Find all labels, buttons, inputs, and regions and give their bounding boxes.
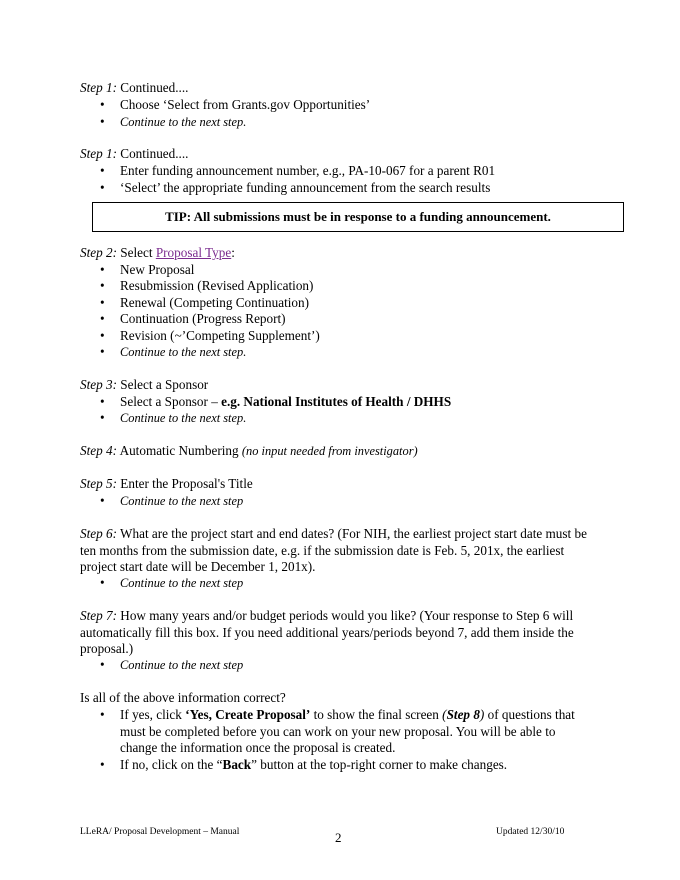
step-text: Select — [117, 245, 156, 260]
step-text-punct: : — [231, 245, 235, 260]
step-label: Step 1: — [80, 80, 117, 95]
tip-text: TIP: All submissions must be in response to a funding announcement. — [165, 209, 551, 224]
bullet: • — [100, 295, 105, 310]
step-label: Step 7: — [80, 608, 117, 623]
footer-left: LLeRA/ Proposal Development – Manual — [80, 827, 240, 837]
bullet-text: Continue to the next step. — [120, 411, 247, 425]
bullet-text: Revision (~’Competing Supplement’) — [120, 328, 320, 343]
step-label: Step 6: — [80, 526, 117, 541]
bullet: • — [100, 114, 105, 129]
bullet-text: Continue to the next step. — [120, 115, 247, 129]
step-label: Step 1: — [80, 146, 117, 161]
bullet: • — [100, 575, 105, 590]
step1-continued-heading — [80, 80, 188, 96]
bullet: • — [100, 278, 105, 293]
text-part: ) — [479, 707, 485, 722]
step-label: Step 3: — [80, 377, 117, 392]
step-label: Step 5: — [80, 476, 117, 491]
bullet: • — [100, 410, 105, 425]
text-part: ” button at the top-right corner to make changes. — [251, 757, 508, 772]
step-text: Automatic Numbering — [117, 443, 242, 458]
bullet-text: Choose ‘Select from Grants.gov Opportunities’ — [120, 97, 371, 112]
step7-paragraph — [80, 608, 600, 658]
bullet-text: Resubmission (Revised Application) — [120, 278, 314, 293]
text-part: to show the final screen — [310, 707, 443, 722]
step8-label: Step 8 — [446, 707, 480, 722]
footer-right: Updated 12/30/10 — [496, 827, 565, 837]
bullet: • — [100, 180, 105, 195]
bullet: • — [100, 344, 105, 359]
bullet-text: ‘Select’ the appropriate funding announcement from the search results — [120, 180, 491, 195]
bullet: • — [100, 394, 105, 409]
proposal-type-link[interactable]: Proposal Type — [155, 245, 232, 260]
step4-heading — [80, 443, 418, 459]
step-text: Enter the Proposal's Title — [117, 476, 253, 491]
bullet: • — [100, 328, 105, 343]
step-text: What are the project start and end dates? (For NIH, the earliest project start date must be ten months from the submission date, e.g. if the submission date is Feb. 5, 201x, the earliest project start date will be December 1, 201x). — [80, 526, 587, 574]
bullet-text-part: Select a Sponsor – — [120, 394, 222, 409]
text-part: If yes, click — [120, 707, 186, 722]
bullet: • — [100, 163, 105, 178]
sponsor-example: e.g. National Institutes of Health / DHHS — [221, 394, 452, 409]
step-label: Step 2: — [80, 245, 117, 260]
page-number: 2 — [335, 830, 342, 845]
bullet: • — [100, 657, 105, 672]
step-label: Step 4: — [80, 443, 117, 458]
bullet-text-no — [120, 757, 507, 773]
step-text: Continued.... — [117, 146, 189, 161]
text-part: If no, click on the “ — [120, 757, 223, 772]
step3-heading — [80, 377, 208, 393]
bullet-text: New Proposal — [120, 262, 195, 277]
create-proposal-label: ‘Yes, Create Proposal’ — [185, 707, 311, 722]
step5-heading — [80, 476, 253, 492]
step-text: Continued.... — [117, 80, 189, 95]
back-label: Back — [222, 757, 252, 772]
bullet-text: Continue to the next step. — [120, 345, 247, 359]
confirmation-question: Is all of the above information correct? — [80, 690, 286, 705]
bullet: • — [100, 97, 105, 112]
bullet-text: Continuation (Progress Report) — [120, 311, 286, 326]
step2-heading — [80, 245, 235, 261]
bullet: • — [100, 262, 105, 277]
step6-paragraph — [80, 526, 600, 576]
bullet: • — [100, 311, 105, 326]
tip-box — [92, 202, 624, 232]
bullet-text: Continue to the next step — [120, 494, 244, 508]
bullet: • — [100, 757, 105, 772]
bullet-text — [120, 394, 451, 410]
bullet-text-yes — [120, 707, 580, 757]
bullet-text: Continue to the next step — [120, 658, 244, 672]
step1-continued-heading-2 — [80, 146, 188, 162]
bullet: • — [100, 707, 105, 722]
step-text: Select a Sponsor — [117, 377, 209, 392]
step-text: How many years and/or budget periods would you like? (Your response to Step 6 will automatically fill this box. If you need additional years/periods beyond 7, add them inside the proposal.) — [80, 608, 574, 656]
text-part: ( — [442, 707, 447, 722]
step-note: (no input needed from investigator) — [241, 444, 418, 458]
bullet: • — [100, 493, 105, 508]
bullet-text: Enter funding announcement number, e.g., PA-10-067 for a parent R01 — [120, 163, 496, 178]
text-part: of questions that must be completed before you can work on your new proposal. You will be able to change the information once the proposal is created. — [120, 707, 575, 755]
bullet-text: Continue to the next step — [120, 576, 244, 590]
bullet-text: Renewal (Competing Continuation) — [120, 295, 309, 310]
